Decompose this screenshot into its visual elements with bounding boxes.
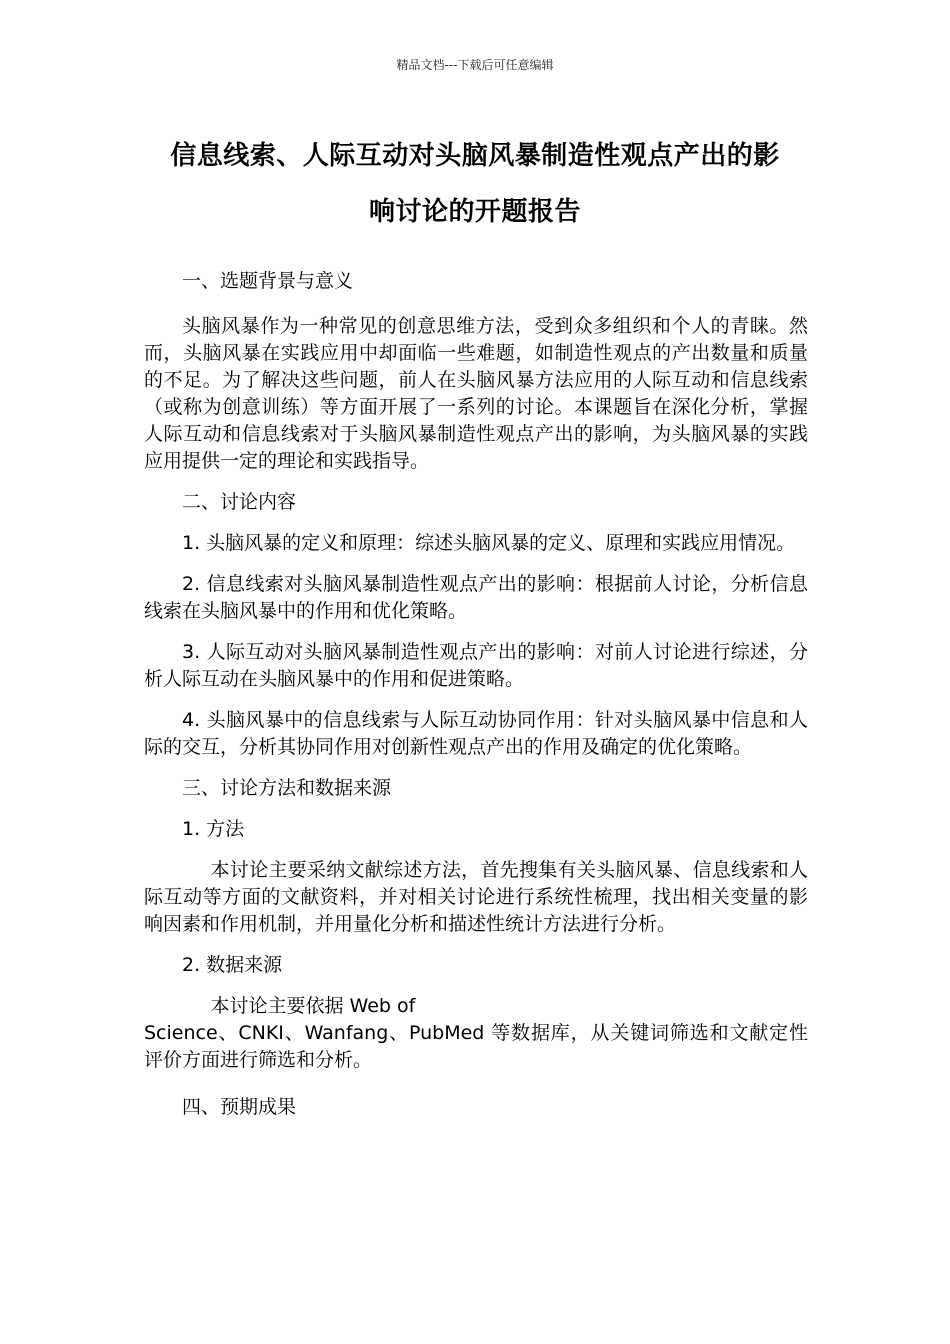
data-source-heading: 2. 数据来源	[182, 954, 283, 976]
section-4-heading: 四、预期成果	[182, 1096, 297, 1118]
header-watermark: 精品文档---下载后可任意编辑	[396, 58, 554, 72]
section-1-heading: 一、选题背景与意义	[182, 270, 354, 292]
document-body	[144, 268, 808, 1135]
title-line-2: 响讨论的开题报告	[368, 197, 581, 227]
section-3-heading: 三、讨论方法和数据来源	[182, 777, 392, 799]
section-1-paragraph: 头脑风暴作为一种常见的创意思维方法，受到众多组织和个人的青睐。然而，头脑风暴在实践应用中却面临一些难题，如制造性观点的产出数量和质量的不足。为了解决这些问题，前人在头脑风暴方法应用的人际互动和信息线索（或称为创意训练）等方面开展了一系列的讨论。本课题旨在深化分析，掌握人际互动和信息线索对于头脑风暴制造性观点产出的影响，为头脑风暴的实践应用提供一定的理论和实践指导。	[144, 315, 808, 472]
document-title	[135, 128, 815, 240]
section-2-item-1: 1. 头脑风暴的定义和原理：综述头脑风暴的定义、原理和实践应用情况。	[182, 532, 796, 554]
data-source-paragraph-rest: Science、CNKI、Wanfang、PubMed 等数据库，从关键词筛选和文献定性评价方面进行筛选和分析。	[144, 1022, 808, 1071]
method-paragraph: 本讨论主要采纳文献综述方法，首先搜集有关头脑风暴、信息线索和人际互动等方面的文献资料，并对相关讨论进行系统性梳理，找出相关变量的影响因素和作用机制，并用量化分析和描述性统计方法进行分析。	[144, 859, 808, 935]
section-2-item-4: 4. 头脑风暴中的信息线索与人际互动协同作用：针对头脑风暴中信息和人际的交互，分析其协同作用对创新性观点产出的作用及确定的优化策略。	[144, 709, 808, 758]
section-2-heading: 二、讨论内容	[182, 491, 297, 513]
data-source-paragraph-line-1: 本讨论主要依据 Web of	[210, 995, 416, 1017]
method-heading: 1. 方法	[182, 818, 245, 840]
section-2-item-3: 3. 人际互动对头脑风暴制造性观点产出的影响：对前人讨论进行综述，分析人际互动在头脑风暴中的作用和促进策略。	[144, 641, 808, 690]
title-line-1: 信息线索、人际互动对头脑风暴制造性观点产出的影	[170, 141, 780, 171]
section-2-item-2: 2. 信息线索对头脑风暴制造性观点产出的影响：根据前人讨论，分析信息线索在头脑风暴中的作用和优化策略。	[144, 573, 808, 622]
